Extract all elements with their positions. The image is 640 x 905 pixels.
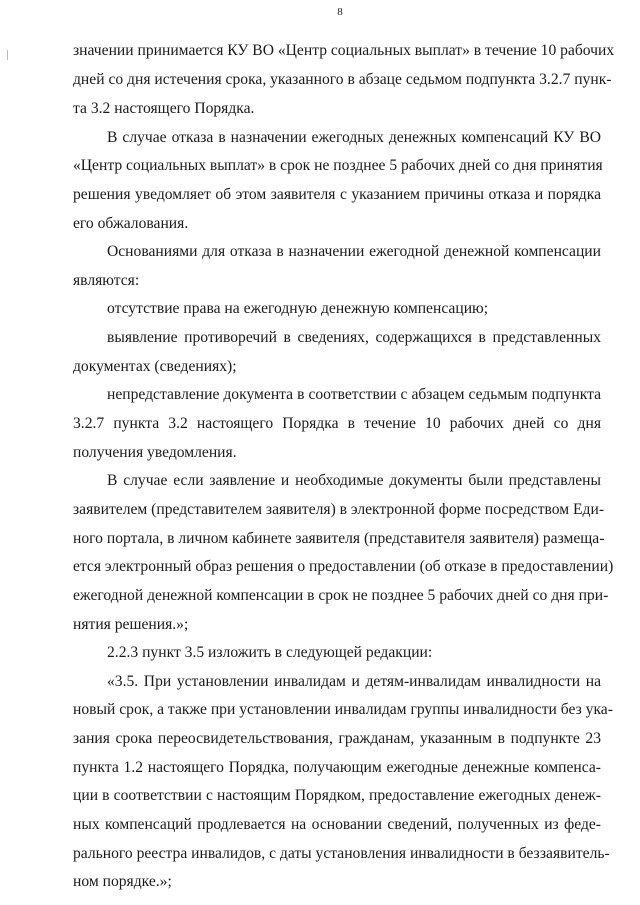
paragraph-line: значении принимается КУ ВО «Центр социальных выплат» в течение 10 рабочих [73,42,615,59]
paragraph-line: получения уведомления. [73,444,237,461]
paragraph-line: решения уведомляет об этом заявителя с указанием причины отказа и порядка [73,186,601,203]
paragraph-line: зания срока переосвидетельствования, гражданам, указанным в подпункте 23 [73,730,601,747]
paragraph-line: ции в соответствии с настоящим Порядком, предоставление ежегодных денеж- [73,787,601,804]
paragraph-line: ном порядке.»; [73,873,172,890]
paragraph-line: дней со дня истечения срока, указанного в абзаце седьмом подпункта 3.2.7 пунк- [73,71,612,88]
page-number: 8 [337,6,343,18]
paragraph-line: заявителем (представителем заявителя) в электронной форме посредством Еди- [73,501,605,518]
paragraph-line: Основаниями для отказа в назначении ежегодной денежной компенсации [107,243,601,260]
scan-margin-mark [7,50,8,60]
paragraph-line: «Центр социальных выплат» в срок не позднее 5 рабочих дней со дня принятия [73,157,603,174]
paragraph-line: рального реестра инвалидов, с даты установления инвалидности в беззаявитель- [73,845,610,862]
paragraph-line: В случае отказа в назначении ежегодных денежных компенсаций КУ ВО [107,129,601,146]
paragraph-line: пункта 1.2 настоящего Порядка, получающим ежегодные денежные компенса- [73,759,601,776]
paragraph-line: документах (сведениях); [73,358,237,375]
paragraph-line: ежегодной денежной компенсации в срок не позднее 5 рабочих дней со дня при- [73,587,609,604]
paragraph-line: ных компенсаций продлевается на основании сведений, полученных из феде- [73,816,601,833]
paragraph-line: ется электронный образ решения о предоставлении (об отказе в предоставлении) [73,558,614,575]
paragraph-line: нятия решения.»; [73,616,189,633]
paragraph-line: отсутствие права на ежегодную денежную компенсацию; [107,300,489,317]
paragraph-line: В случае если заявление и необходимые документы были представлены [107,472,601,489]
paragraph-line: ного портала, в личном кабинете заявителя (представителя заявителя) размеща- [73,530,605,547]
paragraph-line: та 3.2 настоящего Порядка. [73,100,255,117]
paragraph-line: выявление противоречий в сведениях, содержащихся в представленных [107,329,601,346]
paragraph-line: являются: [73,272,140,289]
paragraph-line: 3.2.7 пункта 3.2 настоящего Порядка в течение 10 рабочих дней со дня [73,415,601,432]
paragraph-line: его обжалования. [73,215,189,232]
paragraph-line: новый срок, а также при установлении инвалидам группы инвалидности без ука- [73,701,613,718]
paragraph-line: 2.2.3 пункт 3.5 изложить в следующей редакции: [107,644,433,661]
paragraph-line: «3.5. При установлении инвалидам и детям-инвалидам инвалидности на [107,673,601,690]
paragraph-line: непредставление документа в соответствии с абзацем седьмым подпункта [107,386,601,403]
